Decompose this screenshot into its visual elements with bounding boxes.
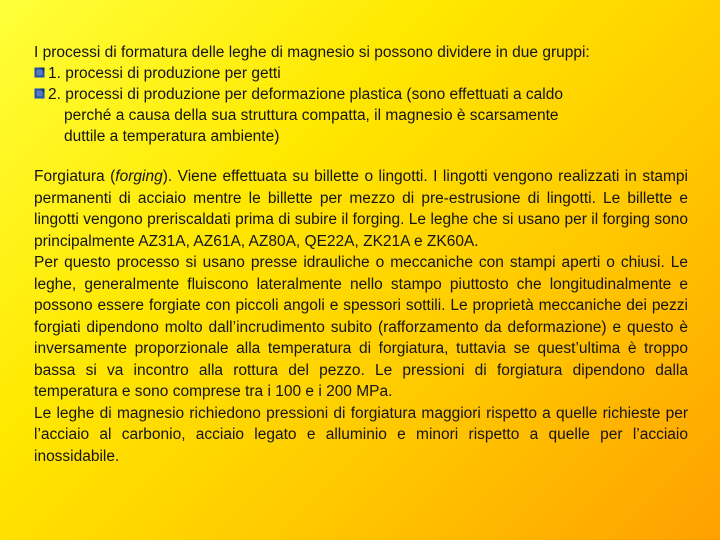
intro-lead: I processi di formatura delle leghe di magnesio si possono dividere in due gruppi: — [34, 44, 590, 61]
bullet-item-2-continuation-2: duttile a temperatura ambiente) — [64, 128, 280, 145]
paragraph-forgiatura-text: Viene effettuata su billette o lingotti. I lingotti vengono realizzati in stampi permanenti di acciaio mentre le billette per mezzo di pre-estrusione di lingotti. Le billette e lingotti vengono preriscaldati prima di subire il forging. Le leghe che si usano per il forging sono principalmente AZ31A, AZ61A, AZ80A, QE22A, ZK21A e ZK60A. — [34, 168, 688, 250]
bullet-item-2-text: 2. processi di produzione per deformazione plastica (sono effettuati a caldo — [48, 86, 563, 103]
bullet-item-1 — [34, 63, 694, 84]
term-forgiatura: Forgiatura ( — [34, 168, 116, 185]
paragraph-forgiatura — [34, 166, 688, 252]
checkbox-square-icon — [34, 88, 45, 99]
bullet-item-2-continuation-1: perché a causa della sua struttura compatta, il magnesio è scarsamente — [64, 107, 559, 124]
bullet-item-2 — [34, 84, 694, 105]
checkbox-square-icon — [34, 67, 45, 78]
paragraph-presse: Per questo processo si usano presse idrauliche o meccaniche con stampi aperti o chiusi. Le leghe, generalmente fluiscono lateralmente nello stampo piuttosto che longitudinalmente e possono essere forgiate con piccoli angoli e spessori sottili. Le proprietà meccaniche dei pezzi forgiati dipendono molto dall’incrudimento subito (rafforzamento da deformazione) e questo è inversamente proporzionale alla temperatura di forgiatura, tuttavia se quest’ultima è troppo bassa si va incontro alla rottura del pezzo. Le pressioni di forgiatura dipendono dalla temperatura e sono comprese tra i 100 e i 200 MPa. — [34, 254, 688, 400]
intro-section — [34, 42, 694, 147]
bullet-item-1-text: 1. processi di produzione per getti — [48, 65, 281, 82]
body-section — [34, 166, 688, 467]
term-close: ). — [162, 168, 173, 185]
term-forging: forging — [115, 168, 163, 185]
paragraph-pressioni: Le leghe di magnesio richiedono pressioni di forgiatura maggiori rispetto a quelle richieste per l’acciaio al carbonio, acciaio legato e alluminio e minori rispetto a quelle per l’acciaio inossidabile. — [34, 404, 688, 465]
